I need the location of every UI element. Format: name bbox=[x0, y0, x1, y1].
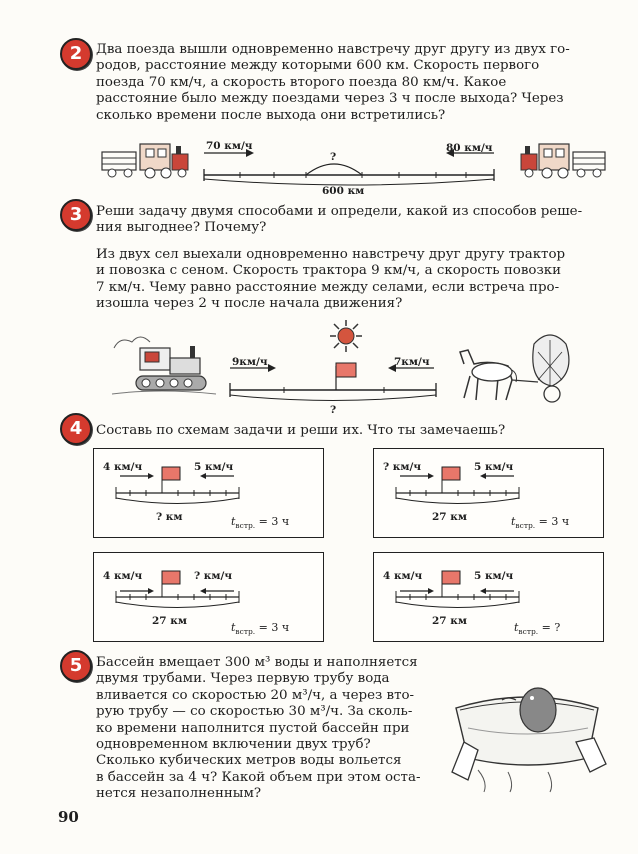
scheme-1-time bbox=[231, 515, 289, 530]
task-3-unknown: ? bbox=[330, 404, 337, 416]
task-5-line: Бассейн вмещает 300 м³ воды и наполняется bbox=[96, 655, 418, 670]
scheme-2-left-speed: ? км/ч bbox=[383, 461, 422, 473]
tractor-illustration bbox=[110, 330, 220, 400]
task-3-line: изошла через 2 ч после начала движения? bbox=[96, 296, 403, 312]
task-2-total-distance: 600 км bbox=[322, 185, 365, 197]
task-5-text bbox=[96, 655, 436, 803]
task-3-line: 7 км/ч. Чему равно расстояние между селами, если встреча про- bbox=[96, 279, 560, 295]
task-5-line: нется незаполненным? bbox=[96, 786, 262, 802]
task-2-line: расстояние было между поездами через 3 ч после выхода? Через bbox=[96, 91, 564, 107]
train-left-illustration bbox=[100, 140, 192, 180]
task-5-line: в бассейн за 4 ч? Какой объем при этом оста- bbox=[96, 769, 421, 785]
task-2-line: поезда 70 км/ч, а скорость второго поезда 80 км/ч. Какое bbox=[96, 74, 507, 90]
task-3-text bbox=[96, 247, 616, 313]
t-symbol: t bbox=[231, 515, 236, 528]
horse-cart-illustration bbox=[450, 330, 580, 405]
task-4-number-badge: 4 bbox=[60, 413, 92, 445]
eq-sign: = bbox=[535, 515, 552, 528]
scheme-4-distance: 27 км bbox=[432, 615, 467, 627]
task-3-intro-text bbox=[96, 204, 616, 237]
task-3-intro-line: Реши задачу двумя способами и определи, какой из способов реше- bbox=[96, 204, 583, 219]
task-5-line: ко времени наполнится пустой бассейн при bbox=[96, 720, 410, 736]
scheme-2-time-value: 3 ч bbox=[551, 515, 570, 528]
scheme-2-time bbox=[511, 515, 569, 530]
t-symbol: t bbox=[511, 515, 516, 528]
scheme-box-2 bbox=[373, 448, 604, 538]
t-symbol: t bbox=[231, 621, 236, 634]
scheme-4-time bbox=[514, 621, 560, 636]
scheme-box-1 bbox=[93, 448, 324, 538]
page-number: 90 bbox=[58, 808, 79, 826]
scheme-3-right-speed: ? км/ч bbox=[194, 570, 233, 582]
train-right-illustration bbox=[515, 138, 607, 180]
task-3-number-badge: 3 bbox=[60, 199, 92, 231]
task-2-line: Два поезда вышли одновременно навстречу друг другу из двух го- bbox=[96, 42, 570, 57]
scheme-2-distance: 27 км bbox=[432, 511, 467, 523]
task-5-number-badge: 5 bbox=[60, 650, 92, 682]
t-subscript: встр. bbox=[518, 627, 539, 637]
t-symbol: t bbox=[514, 621, 519, 634]
scheme-4-time-value: ? bbox=[554, 621, 561, 634]
scheme-4-left-speed: 4 км/ч bbox=[383, 570, 423, 582]
task-2-line: сколько времени после выхода они встретились? bbox=[96, 107, 446, 123]
t-subscript: встр. bbox=[515, 521, 536, 531]
task-2-line: родов, расстояние между которыми 600 км. Скорость первого bbox=[96, 58, 540, 74]
sun-illustration bbox=[330, 320, 362, 352]
scheme-box-3 bbox=[93, 552, 324, 642]
task-4-line: Составь по схемам задачи и реши их. Что ты замечаешь? bbox=[96, 423, 506, 438]
task-3-speed-left: 9км/ч bbox=[232, 356, 268, 368]
task-3-intro-line: ния выгоднее? Почему? bbox=[96, 220, 267, 236]
scheme-1-time-value: 3 ч bbox=[271, 515, 290, 528]
task-3-line: и повозка с сеном. Скорость трактора 9 км/ч, а скорость повозки bbox=[96, 263, 562, 279]
task-2-unknown: ? bbox=[330, 151, 337, 163]
t-subscript: встр. bbox=[235, 627, 256, 637]
task-5-line: вливается со скоростью 20 м³/ч, а через вто- bbox=[96, 687, 415, 703]
task-4-text bbox=[96, 423, 616, 439]
scheme-4-diagram bbox=[374, 553, 603, 641]
task-5-line: рую трубу — со скоростью 30 м³/ч. За сколь- bbox=[96, 704, 413, 720]
task-5-line: одновременном включении двух труб? bbox=[96, 737, 371, 753]
task-5-line: Сколько кубических метров воды вольется bbox=[96, 753, 402, 769]
scheme-1-distance: ? км bbox=[156, 511, 183, 523]
task-5-line: двумя трубами. Через первую трубу вода bbox=[96, 671, 390, 687]
scheme-3-distance: 27 км bbox=[152, 615, 187, 627]
eq-sign: = bbox=[255, 621, 272, 634]
task-2-text bbox=[96, 42, 616, 124]
scheme-3-time-value: 3 ч bbox=[271, 621, 290, 634]
scheme-3-left-speed: 4 км/ч bbox=[103, 570, 143, 582]
scheme-1-right-speed: 5 км/ч bbox=[194, 461, 234, 473]
scheme-1-left-speed: 4 км/ч bbox=[103, 461, 143, 473]
eq-sign: = bbox=[255, 515, 272, 528]
scheme-4-right-speed: 5 км/ч bbox=[474, 570, 514, 582]
eq-sign: = bbox=[538, 621, 555, 634]
scheme-box-4 bbox=[373, 552, 604, 642]
task-3-speed-right: 7км/ч bbox=[394, 356, 430, 368]
scheme-3-time bbox=[231, 621, 289, 636]
task-2-speed-right: 80 км/ч bbox=[446, 142, 493, 154]
task-3-line: Из двух сел выехали одновременно навстречу друг другу трактор bbox=[96, 247, 566, 262]
pool-illustration bbox=[448, 680, 608, 795]
task-2-speed-left: 70 км/ч bbox=[206, 140, 253, 152]
task-2-number-badge: 2 bbox=[60, 38, 92, 70]
scheme-2-right-speed: 5 км/ч bbox=[474, 461, 514, 473]
t-subscript: встр. bbox=[235, 521, 256, 531]
